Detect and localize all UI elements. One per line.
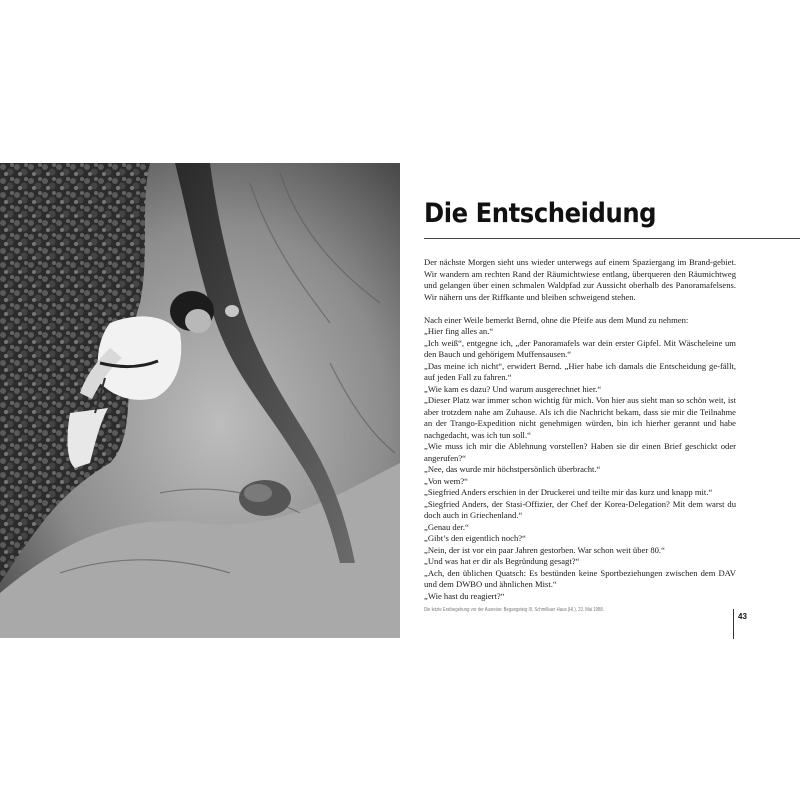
- paragraph: „Siegfried Anders, der Stasi-Offizier, der Chef der Korea-Delegation? Mit dem warst du doch auch in Griechenland.“: [424, 498, 736, 520]
- paragraph: Der nächste Morgen sieht uns wieder unterwegs auf einem Spaziergang im Brand-gebiet. Wir wandern am rechten Rand der Räumichtwiese entlang, überqueren den Räumichtweg und gelangen über einen schmalen Waldpfad zur Aussicht oberhalb des Panoramafelsens. Wir nähern uns der Riffkante und bleiben schweigend stehen.: [424, 257, 736, 302]
- paragraph: „Siegfried Anders erschien in der Druckerei und teilte mir das kurz und knapp mit.“: [424, 487, 713, 497]
- title-rule: [424, 238, 800, 239]
- paragraph: „Hier fing alles an.“: [424, 326, 494, 336]
- climber-photo: [0, 163, 400, 638]
- paragraph: „Von wem?“: [424, 475, 468, 486]
- page-number: 43: [738, 612, 747, 621]
- page-number-rule: [733, 609, 734, 639]
- paragraph: „Und was hat er dir als Begründung gesagt?“: [424, 556, 580, 566]
- paragraph: „Genau der.“: [424, 521, 469, 532]
- paragraph: „Wie muss ich mir die Ablehnung vorstellen? Haben sie dir einen Brief geschickt oder angerufen?“: [424, 441, 736, 463]
- paragraph: „Dieser Platz war immer schon wichtig für mich. Von hier aus sieht man so schön weit, ist aber trotzdem nahe am Zuhause. Als ich die Nachricht bekam, dass sie mir die Teilnahme an der Trango-Expedition nicht genehmigen würden, bin ich hierher gerannt und habe nachgedacht, was ich tun soll.“: [424, 395, 736, 440]
- photo-caption: Die letzte Erstbegehung vor der Ausreise: Begangsteig III, Schmilkaer Haus (Hl.), 23. Mai 1988.: [424, 607, 604, 613]
- paragraph: „Gibt’s den eigentlich noch?“: [424, 533, 526, 543]
- paragraph: „Nein, der ist vor ein paar Jahren gestorben. War schon weit über 80.“: [424, 544, 665, 555]
- paragraph: „Nee, das wurde mir höchstpersönlich überbracht.“: [424, 464, 601, 474]
- paragraph: „Ach, den üblichen Quatsch: Es bestünden keine Sportbeziehungen zwischen dem DAV und dem DWBO und ähnlichen Mist.“: [424, 567, 736, 589]
- paragraph: „Das meine ich nicht“, erwidert Bernd. „Hier habe ich damals die Entscheidung ge-fällt, auf jeden Fall zu fahren.“: [424, 360, 736, 382]
- climber-photo-icon: [0, 163, 400, 638]
- paragraph: „Ich weiß“, entgegne ich, „der Panoramafels war dein erster Gipfel. Mit Wäscheleine um den Bauch und gehörigem Muffensausen.“: [424, 337, 736, 359]
- paragraph: „Wie kam es dazu? Und warum ausgerechnet hier.“: [424, 383, 602, 394]
- paragraph: „Wie hast du reagiert?“: [424, 590, 505, 601]
- page-title: Die Entscheidung: [424, 198, 657, 229]
- body-text: [424, 257, 736, 602]
- paragraph: Nach einer Weile bemerkt Bernd, ohne die Pfeife aus dem Mund zu nehmen:: [424, 314, 689, 325]
